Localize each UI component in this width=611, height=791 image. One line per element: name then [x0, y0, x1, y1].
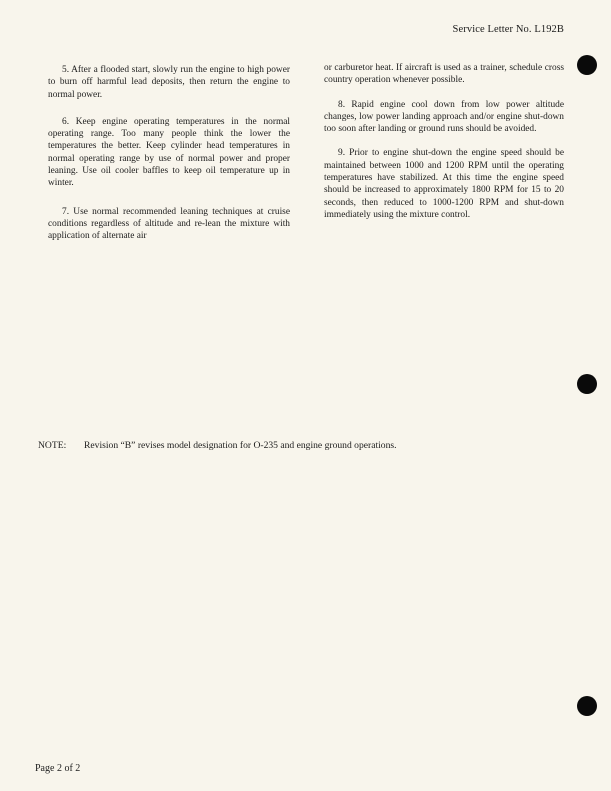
left-column — [48, 64, 290, 243]
page-number: Page 2 of 2 — [35, 763, 81, 774]
punch-hole-top — [577, 55, 597, 75]
note-text: Revision “B” revises model designation for O-235 and engine ground operations. — [84, 440, 397, 451]
service-letter-number: Service Letter No. L192B — [452, 24, 564, 35]
paragraph-item-6: 6. Keep engine operating temperatures in the normal operating range. Too many people think the lower the temperatures the better. Keep cylinder head temperatures in normal operating range by use of normal power and proper leaning. Use oil cooler baffles to keep oil temperature up in winter. — [48, 116, 290, 189]
paragraph-item-5: 5. After a flooded start, slowly run the engine to high power to burn off harmful lead deposits, then return the engine to normal power. — [48, 65, 290, 100]
revision-note — [38, 440, 397, 451]
punch-hole-middle — [577, 374, 597, 394]
right-column — [324, 62, 564, 221]
note-label: NOTE: — [38, 440, 67, 451]
paragraph-item-8: 8. Rapid engine cool down from low power altitude changes, low power landing approach and/or engine shut-down too soon after landing or ground runs should be avoided. — [324, 99, 564, 135]
paragraph-item-7: 7. Use normal recommended leaning techniques at cruise conditions regardless of altitude and re-lean the mixture with application of alternate air — [48, 206, 290, 242]
paragraph-item-7-continued: or carburetor heat. If aircraft is used as a trainer, schedule cross country operation whenever possible. — [324, 63, 564, 86]
punch-hole-bottom — [577, 696, 597, 716]
paragraph-item-9: 9. Prior to engine shut-down the engine speed should be maintained between 1000 and 1200 RPM until the operating temperatures have stabilized. At this time the engine speed should be increased to approximately 1800 RPM for 15 to 20 seconds, then reduced to 1000-1200 RPM and shut-down immediately using the mixture control. — [324, 148, 564, 220]
